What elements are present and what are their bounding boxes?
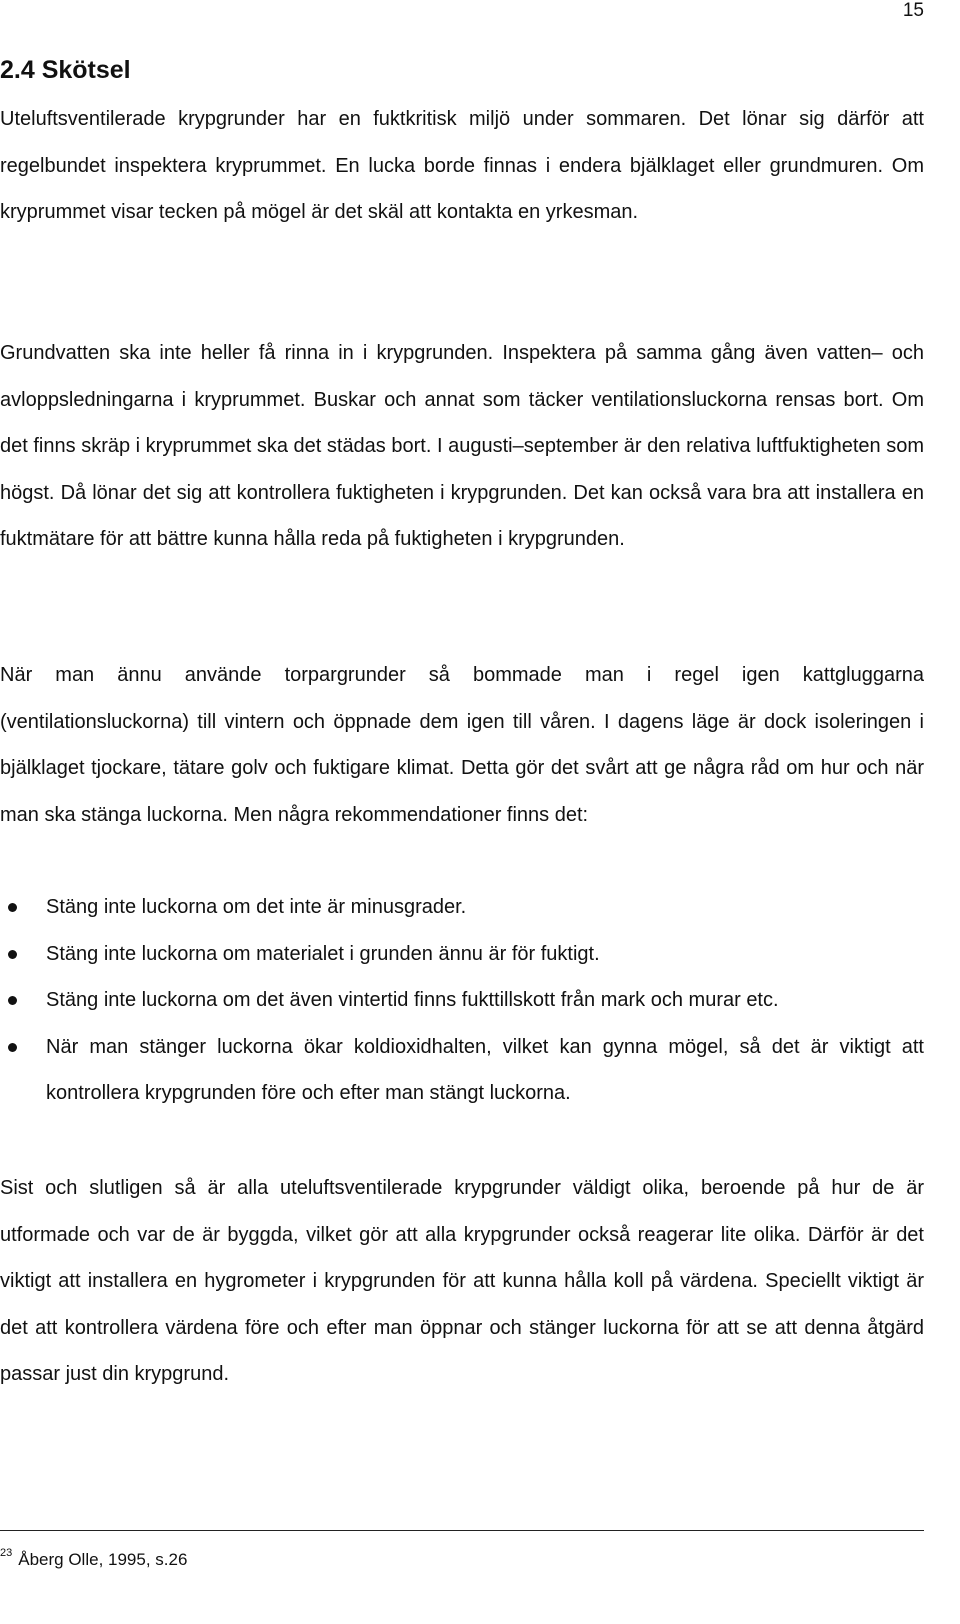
list-item-text: Stäng inte luckorna om det inte är minusgrader.: [46, 896, 467, 918]
paragraph-groundwater: Grundvatten ska inte heller få rinna in i krypgrunden. Inspektera på samma gång även vatten– och avloppsledningarna i kryprummet. Buskar och annat som täcker ventilationsluckorna rensas bort. Om det finns skräp i kryprummet ska det städas bort. I augusti–september är den relativa luftfuktigheten som högst. Då lönar det sig att kontrollera fuktigheten i krypgrunden. Det kan också vara bra att installera en fuktmätare för att bättre kunna hålla reda på fuktigheten i krypgrunden.: [0, 342, 924, 550]
page-number: 15: [902, 0, 924, 21]
section-heading: 2.4 Skötsel: [0, 56, 131, 84]
list-item: [0, 977, 924, 1024]
list-item-text: Stäng inte luckorna om det även vintertid finns fukttillskott från mark och murar etc.: [46, 989, 779, 1011]
footnote-number: 23: [0, 1547, 13, 1559]
bullet-icon: [8, 950, 17, 959]
list-item: [0, 884, 924, 931]
paragraph-conclusion: Sist och slutligen så är alla uteluftsventilerade krypgrunder väldigt olika, beroende på hur de är utformade och var de är byggda, vilket gör att alla krypgrunder också reagerar lite olika. Därför är det viktigt att installera en hygrometer i krypgrunden för att kunna hålla koll på värdena. Speciellt viktigt är det att kontrollera värdena före och efter man öppnar och stänger luckorna för att se att denna åtgärd passar just din krypgrund.: [0, 1177, 924, 1385]
list-item: [0, 931, 924, 978]
bullet-icon: [8, 996, 17, 1005]
footnote-divider: [0, 1530, 924, 1531]
recommendations-list: [0, 884, 924, 1117]
list-item-text: När man stänger luckorna ökar koldioxidhalten, vilket kan gynna mögel, så det är viktigt att kontrollera krypgrunden före och efter man stängt luckorna.: [46, 1035, 924, 1104]
paragraph-inspection: Uteluftsventilerade krypgrunder har en fuktkritisk miljö under sommaren. Det lönar sig därför att regelbundet inspektera kryprummet. En lucka borde finnas i endera bjälklaget eller grundmuren. Om kryprummet visar tecken på mögel är det skäl att kontakta en yrkesman.: [0, 108, 924, 223]
list-item: [0, 1024, 924, 1117]
paragraph-hatches: När man ännu använde torpargrunder så bommade man i regel igen kattgluggarna (ventilationsluckorna) till vintern och öppnade dem igen till våren. I dagens läge är dock isoleringen i bjälklaget tjockare, tätare golv och fuktigare klimat. Detta gör det svårt att ge några råd om hur och när man ska stänga luckorna. Men några rekommendationer finns det:: [0, 664, 924, 826]
footnote-text: Åberg Olle, 1995, s.26: [18, 1550, 188, 1569]
bullet-icon: [8, 903, 17, 912]
bullet-icon: [8, 1043, 17, 1052]
list-item-text: Stäng inte luckorna om materialet i grunden ännu är för fuktigt.: [46, 942, 600, 965]
footnote: [0, 1538, 187, 1575]
